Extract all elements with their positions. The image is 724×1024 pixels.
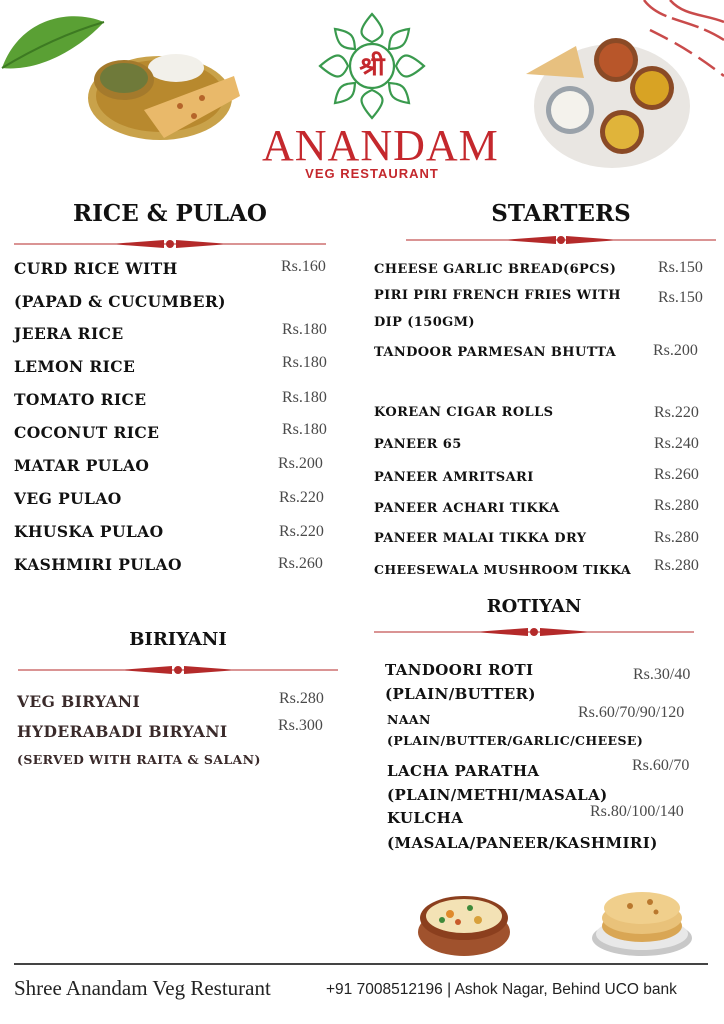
rotiyan-item-lacha-paratha-note: (PLAIN/METHI/MASALA) — [387, 786, 608, 804]
rice-price-kashmiri-pulao: Rs.260 — [278, 555, 323, 572]
starter-item-paneer-malai-tikka: PANEER MALAI TIKKA DRY — [374, 531, 587, 546]
starter-item-parmesan-bhutta: TANDOOR PARMESAN BHUTTA — [374, 345, 617, 360]
rice-price-khuska-pulao: Rs.220 — [279, 523, 324, 540]
rice-price-coconut-rice: Rs.180 — [282, 421, 327, 438]
starters-divider — [406, 234, 716, 246]
rice-item-matar-pulao: MATAR PULAO — [14, 456, 150, 475]
rice-divider — [14, 238, 326, 250]
footer-restaurant-name: Shree Anandam Veg Resturant — [14, 976, 271, 1000]
biriyani-divider — [18, 664, 338, 676]
starter-price-paneer-amritsari: Rs.260 — [654, 466, 699, 483]
starter-item-french-fries-note: DIP (150GM) — [374, 315, 475, 330]
biriyani-price-hyderabadi: Rs.300 — [278, 717, 323, 734]
biriyani-item-hyderabadi: HYDERABADI BIRYANI — [17, 722, 228, 741]
rice-item-khuska-pulao: KHUSKA PULAO — [14, 522, 164, 541]
rotiyan-price-naan: Rs.60/70/90/120 — [578, 704, 685, 721]
rotiyan-item-lacha-paratha: LACHA PARATHA — [387, 762, 540, 780]
rice-item-kashmiri-pulao: KASHMIRI PULAO — [14, 555, 182, 574]
rotiyan-item-tandoori-roti-note: (PLAIN/BUTTER) — [385, 685, 536, 703]
rice-item-veg-pulao: VEG PULAO — [14, 489, 122, 508]
starter-price-french-fries: Rs.150 — [658, 289, 703, 306]
starter-price-paneer-65: Rs.240 — [654, 435, 699, 452]
starter-item-paneer-achari-tikka: PANEER ACHARI TIKKA — [374, 501, 560, 516]
biryani-bowl-image — [414, 888, 514, 958]
rotiyan-price-lacha-paratha: Rs.60/70 — [632, 757, 690, 774]
food-plate-image — [84, 40, 244, 144]
rotiyan-price-kulcha: Rs.80/100/140 — [590, 803, 684, 820]
starter-price-paneer-achari-tikka: Rs.280 — [654, 497, 699, 514]
rotiyan-item-tandoori-roti: TANDOORI ROTI — [385, 661, 534, 679]
rotiyan-divider — [374, 626, 694, 638]
emblem-text: श्री — [359, 52, 385, 82]
rice-item-tomato-rice: TOMATO RICE — [14, 390, 147, 409]
rice-price-tomato-rice: Rs.180 — [282, 389, 327, 406]
rice-price-lemon-rice: Rs.180 — [282, 354, 327, 371]
starter-price-mushroom-tikka: Rs.280 — [654, 557, 699, 574]
roti-plate-image — [590, 884, 694, 958]
brand-name: ANANDAM — [262, 121, 499, 170]
biriyani-item-veg: VEG BIRYANI — [17, 692, 141, 711]
starters-heading: STARTERS — [491, 200, 631, 227]
biriyani-item-note: (SERVED WITH RAITA & SALAN) — [17, 752, 261, 767]
rice-item-lemon-rice: LEMON RICE — [14, 357, 136, 376]
starter-item-french-fries: PIRI PIRI FRENCH FRIES WITH — [374, 288, 621, 303]
brand-subtitle: VEG RESTAURANT — [305, 166, 439, 181]
rice-item-curd-rice: CURD RICE WITH — [14, 259, 178, 278]
starter-item-paneer-amritsari: PANEER AMRITSARI — [374, 470, 534, 485]
rice-heading: RICE & PULAO — [73, 200, 267, 227]
footer-contact: +91 7008512196 | Ashok Nagar, Behind UCO bank — [326, 981, 677, 998]
rotiyan-item-kulcha: KULCHA — [387, 809, 464, 827]
decor-curves — [640, 0, 724, 80]
starter-price-parmesan-bhutta: Rs.200 — [653, 342, 698, 359]
rotiyan-price-tandoori-roti: Rs.30/40 — [633, 666, 691, 683]
rice-price-matar-pulao: Rs.200 — [278, 455, 323, 472]
logo-emblem — [262, 12, 482, 128]
starter-price-cheese-garlic-bread: Rs.150 — [658, 259, 703, 276]
rice-price-curd-rice: Rs.160 — [281, 258, 326, 275]
starter-item-paneer-65: PANEER 65 — [374, 437, 462, 452]
rotiyan-item-kulcha-note: (MASALA/PANEER/KASHMIRI) — [387, 834, 658, 852]
rotiyan-item-naan-note: (PLAIN/BUTTER/GARLIC/CHEESE) — [387, 733, 644, 748]
footer-divider — [14, 963, 708, 965]
rice-price-jeera-rice: Rs.180 — [282, 321, 327, 338]
rotiyan-item-naan: NAAN — [387, 712, 431, 727]
starter-item-cigar-rolls: KOREAN CIGAR ROLLS — [374, 405, 554, 420]
rice-item-curd-rice-note: (PAPAD & CUCUMBER) — [14, 292, 226, 311]
rice-price-veg-pulao: Rs.220 — [279, 489, 324, 506]
rotiyan-heading: ROTIYAN — [486, 596, 582, 617]
starter-item-cheese-garlic-bread: CHEESE GARLIC BREAD(6PCS) — [374, 262, 617, 277]
rice-item-jeera-rice: JEERA RICE — [14, 324, 124, 343]
starter-price-paneer-malai-tikka: Rs.280 — [654, 529, 699, 546]
starter-item-mushroom-tikka: CHEESEWALA MUSHROOM TIKKA — [374, 562, 632, 577]
starter-price-cigar-rolls: Rs.220 — [654, 404, 699, 421]
rice-item-coconut-rice: COCONUT RICE — [14, 423, 160, 442]
biriyani-price-veg: Rs.280 — [279, 690, 324, 707]
biriyani-heading: BIRIYANI — [129, 629, 227, 650]
